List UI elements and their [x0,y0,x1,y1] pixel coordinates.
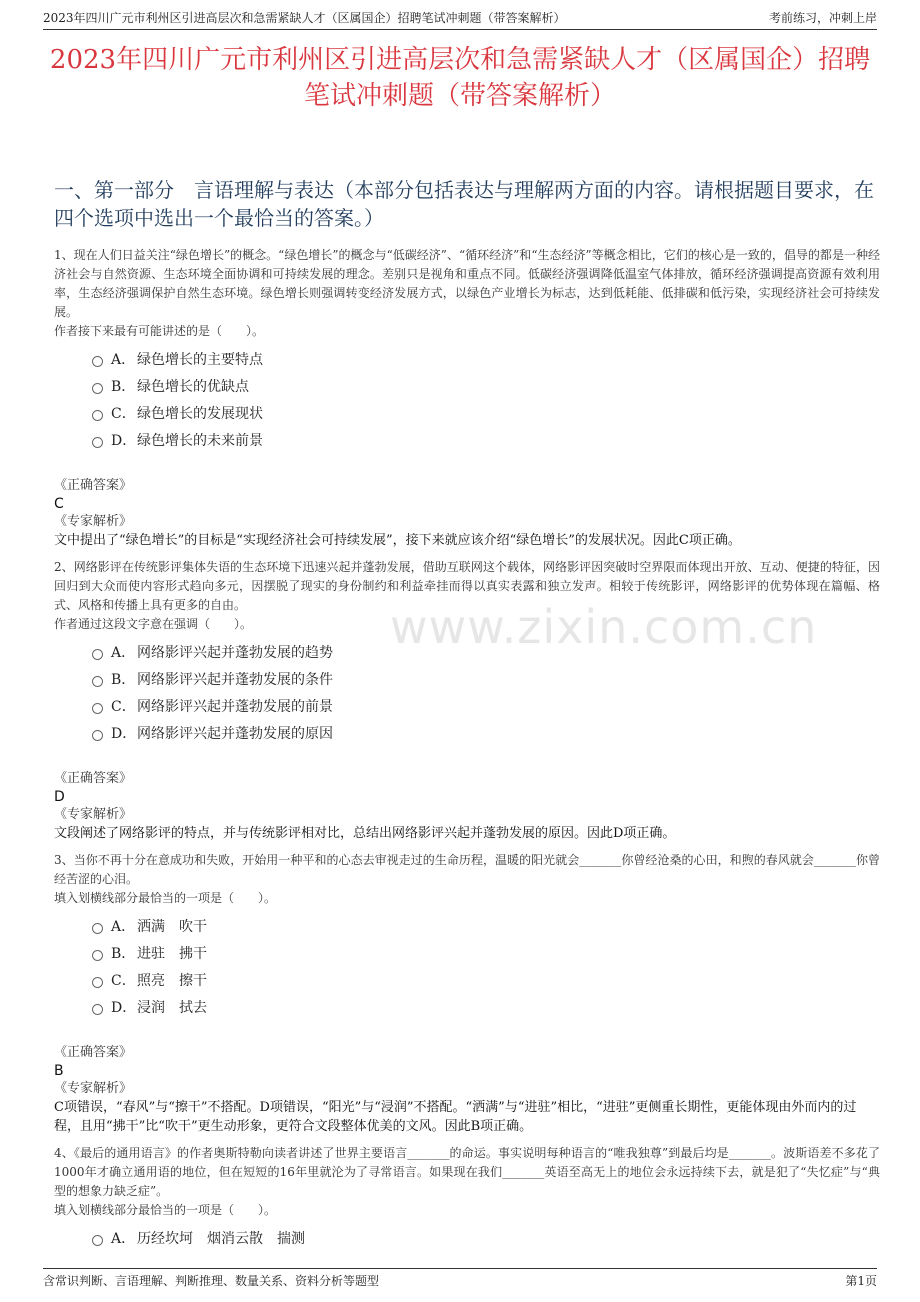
option-b[interactable] [92,372,880,399]
analysis-text: 文段阐述了网络影评的特点，并与传统影评相对比，总结出网络影评兴起并蓬勃发展的原因。因此D项正确。 [54,826,676,841]
answer-value: B [54,1063,64,1079]
page-header [43,8,877,30]
analysis-text: C项错误，“春风”与“擦干”不搭配。D项错误，“阳光”与“浸润”不搭配。“洒满”与“进驻”相比，“进驻”更侧重长期性，更能体现由外而内的过程，且用“拂干”比“吹干”更生动形象，更符合文段整体优美的文风。因此B项正确。 [54,1100,857,1134]
option-letter: D． [111,999,137,1016]
option-text: 绿色增长的主要特点 [137,351,263,368]
option-letter: D． [111,432,137,449]
option-letter: C． [111,405,136,422]
option-text: 网络影评兴起并蓬勃发展的原因 [137,725,333,742]
option-list [92,638,880,746]
option-c[interactable] [92,966,880,993]
radio-icon[interactable] [92,950,103,961]
watermark: www.zixin.com.cn [390,600,818,654]
option-letter: A． [111,918,136,935]
question-1 [54,246,880,550]
question-list [54,246,880,1259]
question-text: 4、《最后的通用语言》的作者奥斯特勒向读者讲述了世界主要语言_______的命运。事实说明每种语言的“唯我独尊”到最后均是_______。波斯语差不多花了1000年才确立通用语的地位，但在短短的16年里就沦为了寻常语言。如果现在我们_______英语至高无上的地位会永远持续下去，就是犯了“失忆症”与“典型的想象力缺乏症”。 [54,1146,880,1198]
option-a[interactable] [92,912,880,939]
answer-label: 《正确答案》 [54,771,133,786]
option-list [92,345,880,453]
analysis-label: 《专家解析》 [54,514,133,529]
option-text: 网络影评兴起并蓬勃发展的条件 [137,671,333,688]
radio-icon[interactable] [92,676,103,687]
radio-icon[interactable] [92,1235,103,1246]
radio-icon[interactable] [92,383,103,394]
option-text: 网络影评兴起并蓬勃发展的前景 [137,698,333,715]
radio-icon[interactable] [92,356,103,367]
option-b[interactable] [92,665,880,692]
section-title: 一、第一部分 言语理解与表达（本部分包括表达与理解两方面的内容。请根据题目要求，在四个选项中选出一个最恰当的答案。） [54,178,874,230]
option-letter: B． [111,945,136,962]
answer-label: 《正确答案》 [54,478,133,493]
option-letter: B． [111,378,136,395]
footer-left-text: 含常识判断、言语理解、判断推理、数量关系、资料分析等题型 [43,1274,380,1288]
option-a[interactable] [92,345,880,372]
question-prompt: 作者通过这段文字意在强调（ ）。 [54,617,253,631]
option-text: 绿色增长的未来前景 [137,432,263,449]
option-text: 网络影评兴起并蓬勃发展的趋势 [137,644,333,661]
option-c[interactable] [92,399,880,426]
option-text: 照亮 擦干 [137,972,207,989]
option-letter: B． [111,671,136,688]
question-text: 3、当你不再十分在意成功和失败，开始用一种平和的心态去审视走过的生命历程，温暖的阳光就会_______你曾经沧桑的心田，和煦的春风就会_______你曾经苦涩的心泪。 [54,853,880,886]
question-text: 1、现在人们日益关注“绿色增长”的概念。“绿色增长”的概念与“低碳经济”、“循环经济”和“生态经济”等概念相比，它们的核心是一致的，倡导的都是一种经济社会与自然资源、生态环境全面协调和可持续发展的理念。差别只是视角和重点不同。低碳经济强调降低温室气体排放，循环经济强调提高资源有效利用率，生态经济强调保护自然生态环境。绿色增长则强调转变经济发展方式，以绿色产业增长为标志，达到低耗能、低排碳和低污染，实现经济社会可持续发展。 [54,248,880,319]
radio-icon[interactable] [92,437,103,448]
option-text: 洒满 吹干 [137,918,207,935]
option-letter: A． [111,644,136,661]
radio-icon[interactable] [92,923,103,934]
option-list [92,1224,880,1251]
question-2 [54,558,880,843]
question-prompt: 填入划横线部分最恰当的一项是（ ）。 [54,891,277,905]
question-text: 2、网络影评在传统影评集体失语的生态环境下迅速兴起并蓬勃发展，借助互联网这个载体，网络影评因突破时空界限而体现出开放、互动、便捷的特征，因回归到大众而使内容形式趋向多元，因摆脱了现实的身份制约和利益牵挂而得以真实表露和独立发声。相较于传统影评，网络影评的优势体现在篇幅、格式、风格和传播上具有更多的自由。 [54,560,880,612]
option-a[interactable] [92,1224,880,1251]
option-text: 绿色增长的发展现状 [137,405,263,422]
question-prompt: 填入划横线部分最恰当的一项是（ ）。 [54,1203,277,1217]
radio-icon[interactable] [92,703,103,714]
option-text: 进驻 拂干 [137,945,207,962]
option-text: 历经坎坷 烟消云散 揣测 [137,1230,305,1247]
option-text: 浸润 拭去 [137,999,207,1016]
radio-icon[interactable] [92,410,103,421]
option-letter: C． [111,972,136,989]
page-footer [43,1268,877,1289]
page-title: 2023年四川广元市利州区引进高层次和急需紧缺人才（区属国企）招聘笔试冲刺题（带答案解析） [49,45,871,111]
radio-icon[interactable] [92,1004,103,1015]
option-c[interactable] [92,692,880,719]
radio-icon[interactable] [92,730,103,741]
answer-value: D [54,789,65,805]
option-letter: A． [111,1230,136,1247]
answer-label: 《正确答案》 [54,1045,133,1060]
header-right-text: 考前练习，冲刺上岸 [768,11,877,25]
radio-icon[interactable] [92,977,103,988]
option-b[interactable] [92,939,880,966]
analysis-label: 《专家解析》 [54,1081,133,1096]
question-4 [54,1144,880,1251]
answer-value: C [54,496,64,512]
analysis-label: 《专家解析》 [54,807,133,822]
option-list [92,912,880,1020]
analysis-text: 文中提出了“绿色增长”的目标是“实现经济社会可持续发展”，接下来就应该介绍“绿色增长”的发展状况。因此C项正确。 [54,533,741,548]
page-number: 第1页 [845,1274,877,1288]
option-letter: D． [111,725,137,742]
question-prompt: 作者接下来最有可能讲述的是（ ）。 [54,324,265,338]
radio-icon[interactable] [92,649,103,660]
option-a[interactable] [92,638,880,665]
option-d[interactable] [92,426,880,453]
header-left-text: 2023年四川广元市利州区引进高层次和急需紧缺人才（区属国企）招聘笔试冲刺题（带答案解析） [43,11,566,25]
question-3 [54,851,880,1136]
option-letter: C． [111,698,136,715]
option-d[interactable] [92,993,880,1020]
option-d[interactable] [92,719,880,746]
option-text: 绿色增长的优缺点 [137,378,249,395]
option-letter: A． [111,351,136,368]
